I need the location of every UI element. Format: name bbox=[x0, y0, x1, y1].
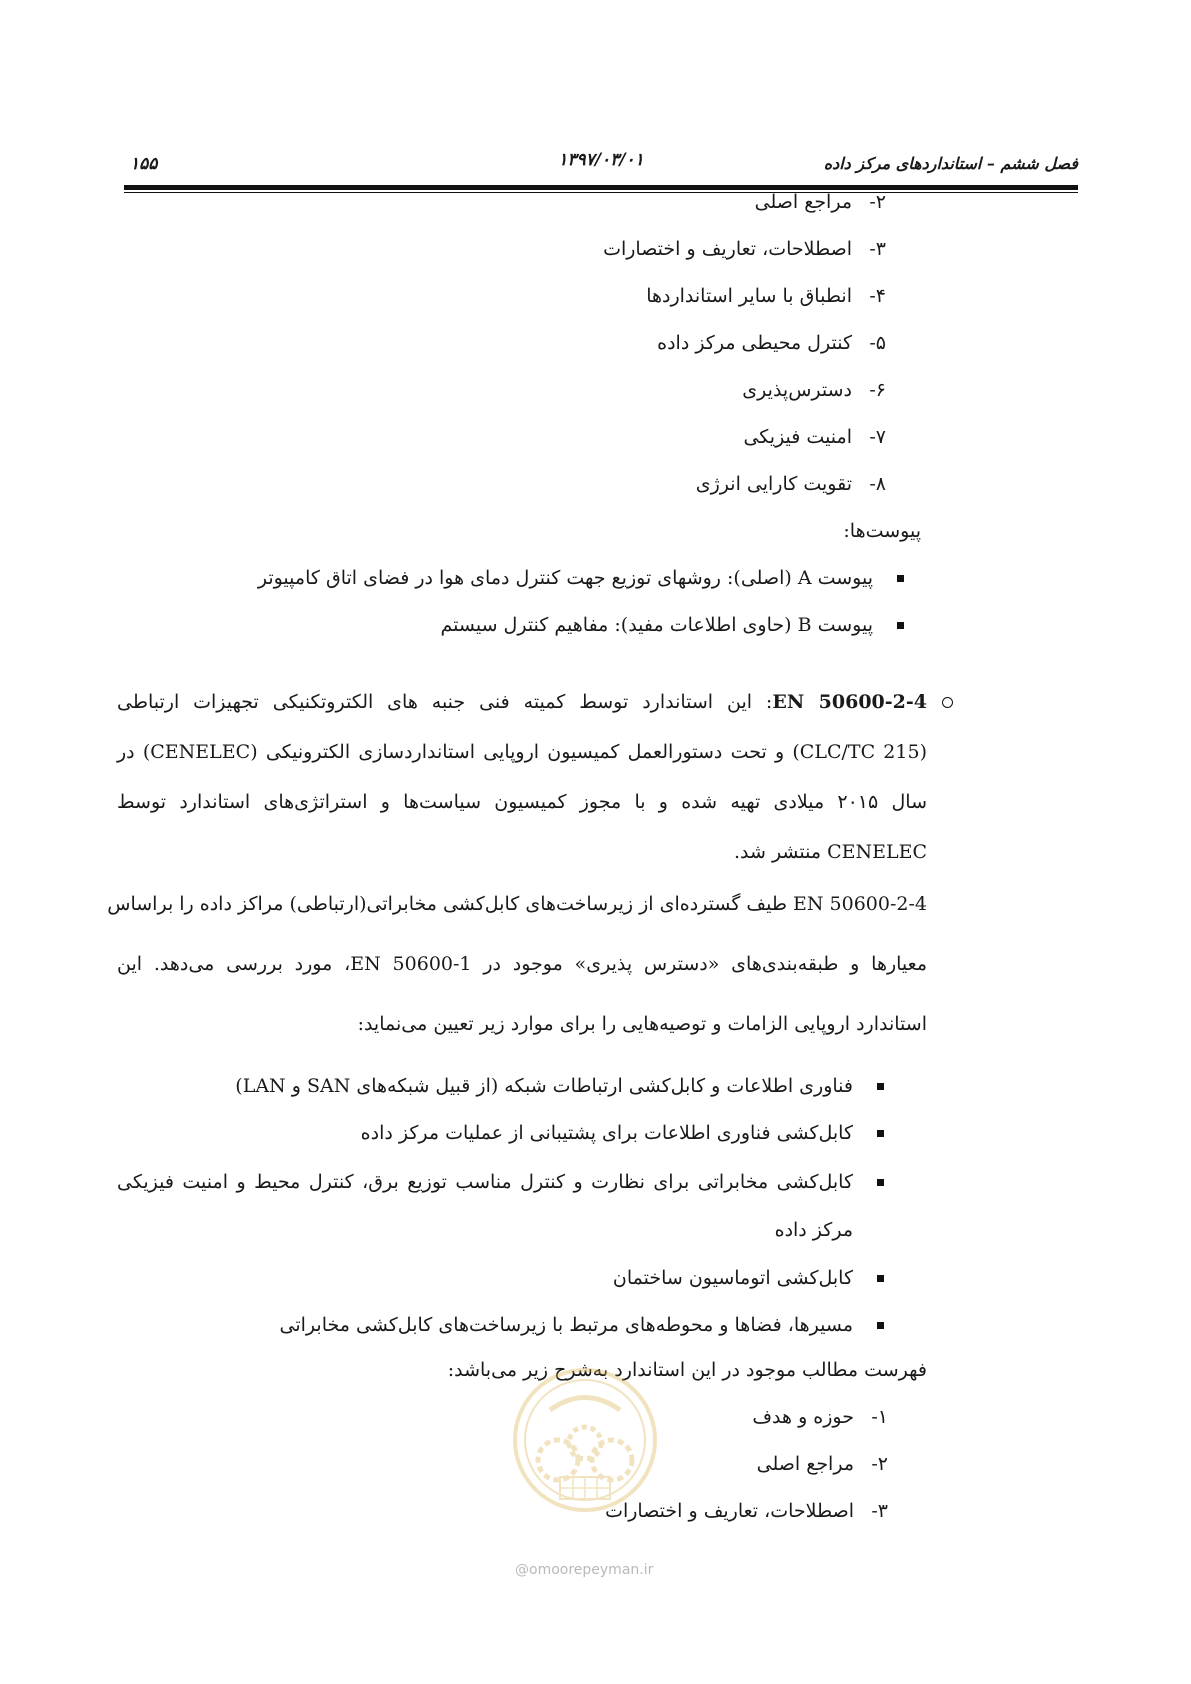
bullet-item: کابل‌کشی اتوماسیون ساختمان bbox=[612, 1267, 853, 1289]
header-rule-thin bbox=[124, 192, 1078, 193]
page-number: ۱۵۵ bbox=[130, 154, 158, 174]
circle-bullet-icon bbox=[942, 697, 953, 708]
bullet-item: کابل‌کشی مخابراتی برای نظارت و کنترل مناسب توزیع برق، کنترل محیط و امنیت فیزیکی bbox=[117, 1171, 853, 1193]
header-date: ۱۳۹۷/۰۳/۰۱ bbox=[558, 150, 644, 170]
appendices-title: پیوست‌ها: bbox=[843, 520, 921, 542]
list-item: ۷-امنیت فیزیکی bbox=[743, 426, 886, 448]
standard-code: EN 50600-2-4 bbox=[772, 691, 927, 713]
page-header bbox=[124, 150, 1078, 184]
list-item: ۳-اصطلاحات، تعاریف و اختصارات bbox=[605, 1500, 888, 1522]
bullet-icon bbox=[877, 1179, 884, 1186]
bullet-item: کابل‌کشی فناوری اطلاعات برای پشتیبانی از عملیات مرکز داده bbox=[360, 1122, 853, 1144]
bullet-item: مسیرها، فضاها و محوطه‌های مرتبط با زیرساخت‌های کابل‌کشی مخابراتی bbox=[279, 1314, 853, 1336]
bullet-item-continued: مرکز داده bbox=[774, 1219, 853, 1241]
list-item: ۵-کنترل محیطی مرکز داده bbox=[657, 332, 886, 354]
contents-title: فهرست مطالب موجود در این استاندارد به‌شرح زیر می‌باشد: bbox=[447, 1359, 927, 1381]
standard-line: سال ۲۰۱۵ میلادی تهیه شده و با مجوز کمیسیون سیاست‌ها و استراتژی‌های استاندارد توسط bbox=[117, 791, 927, 813]
list-item: ۳-اصطلاحات، تعاریف و اختصارات bbox=[603, 238, 886, 260]
list-item: ۱-حوزه و هدف bbox=[752, 1406, 888, 1428]
watermark-url: @omoorepeyman.ir bbox=[515, 1562, 654, 1578]
list-item: ۴-انطباق با سایر استانداردها bbox=[646, 285, 886, 307]
bullet-icon bbox=[877, 1322, 884, 1329]
bullet-item: فناوری اطلاعات و کابل‌کشی ارتباطات شبکه (از قبیل شبکه‌های SAN و LAN) bbox=[235, 1075, 853, 1097]
list-item: ۲-مراجع اصلی bbox=[756, 1453, 888, 1475]
list-item: ۶-دسترس‌پذیری bbox=[742, 379, 886, 401]
bullet-icon bbox=[877, 1275, 884, 1282]
bullet-icon bbox=[877, 1083, 884, 1090]
bullet-icon bbox=[897, 575, 904, 582]
appendix-item: پیوست B (حاوی اطلاعات مفید): مفاهیم کنترل سیستم bbox=[440, 614, 873, 636]
bullet-icon bbox=[877, 1130, 884, 1137]
list-item: ۲-مراجع اصلی bbox=[754, 191, 886, 213]
chapter-title: فصل ششم – استانداردهای مرکز داده bbox=[823, 154, 1078, 173]
paragraph-line: معیارها و طبقه‌بندی‌های «دسترس پذیری» موجود در EN 50600-1، مورد بررسی می‌دهد. این bbox=[117, 953, 927, 975]
list-item: ۸-تقویت کارایی انرژی bbox=[695, 473, 886, 495]
watermark-stamp-icon bbox=[510, 1365, 660, 1515]
bullet-icon bbox=[897, 622, 904, 629]
standard-line: EN 50600-2-4: این استاندارد توسط کمیته فنی جنبه های الکتروتکنیکی تجهیزات ارتباطی bbox=[117, 691, 927, 713]
appendix-item: پیوست A (اصلی): روشهای توزیع جهت کنترل دمای هوا در فضای اتاق کامپیوتر bbox=[257, 567, 873, 589]
header-rule bbox=[124, 185, 1078, 190]
standard-line: (CLC/TC 215) و تحت دستورالعمل کمیسیون اروپایی استانداردسازی الکترونیکی (CENELEC) در bbox=[117, 741, 927, 763]
paragraph-line: EN 50600-2-4 طیف گسترده‌ای از زیرساخت‌های کابل‌کشی مخابراتی(ارتباطی) مراکز داده را براساس bbox=[107, 893, 927, 915]
paragraph-line: استاندارد اروپایی الزامات و توصیه‌هایی را برای موارد زیر تعیین می‌نماید: bbox=[357, 1013, 927, 1035]
standard-line: CENELEC منتشر شد. bbox=[733, 841, 927, 863]
